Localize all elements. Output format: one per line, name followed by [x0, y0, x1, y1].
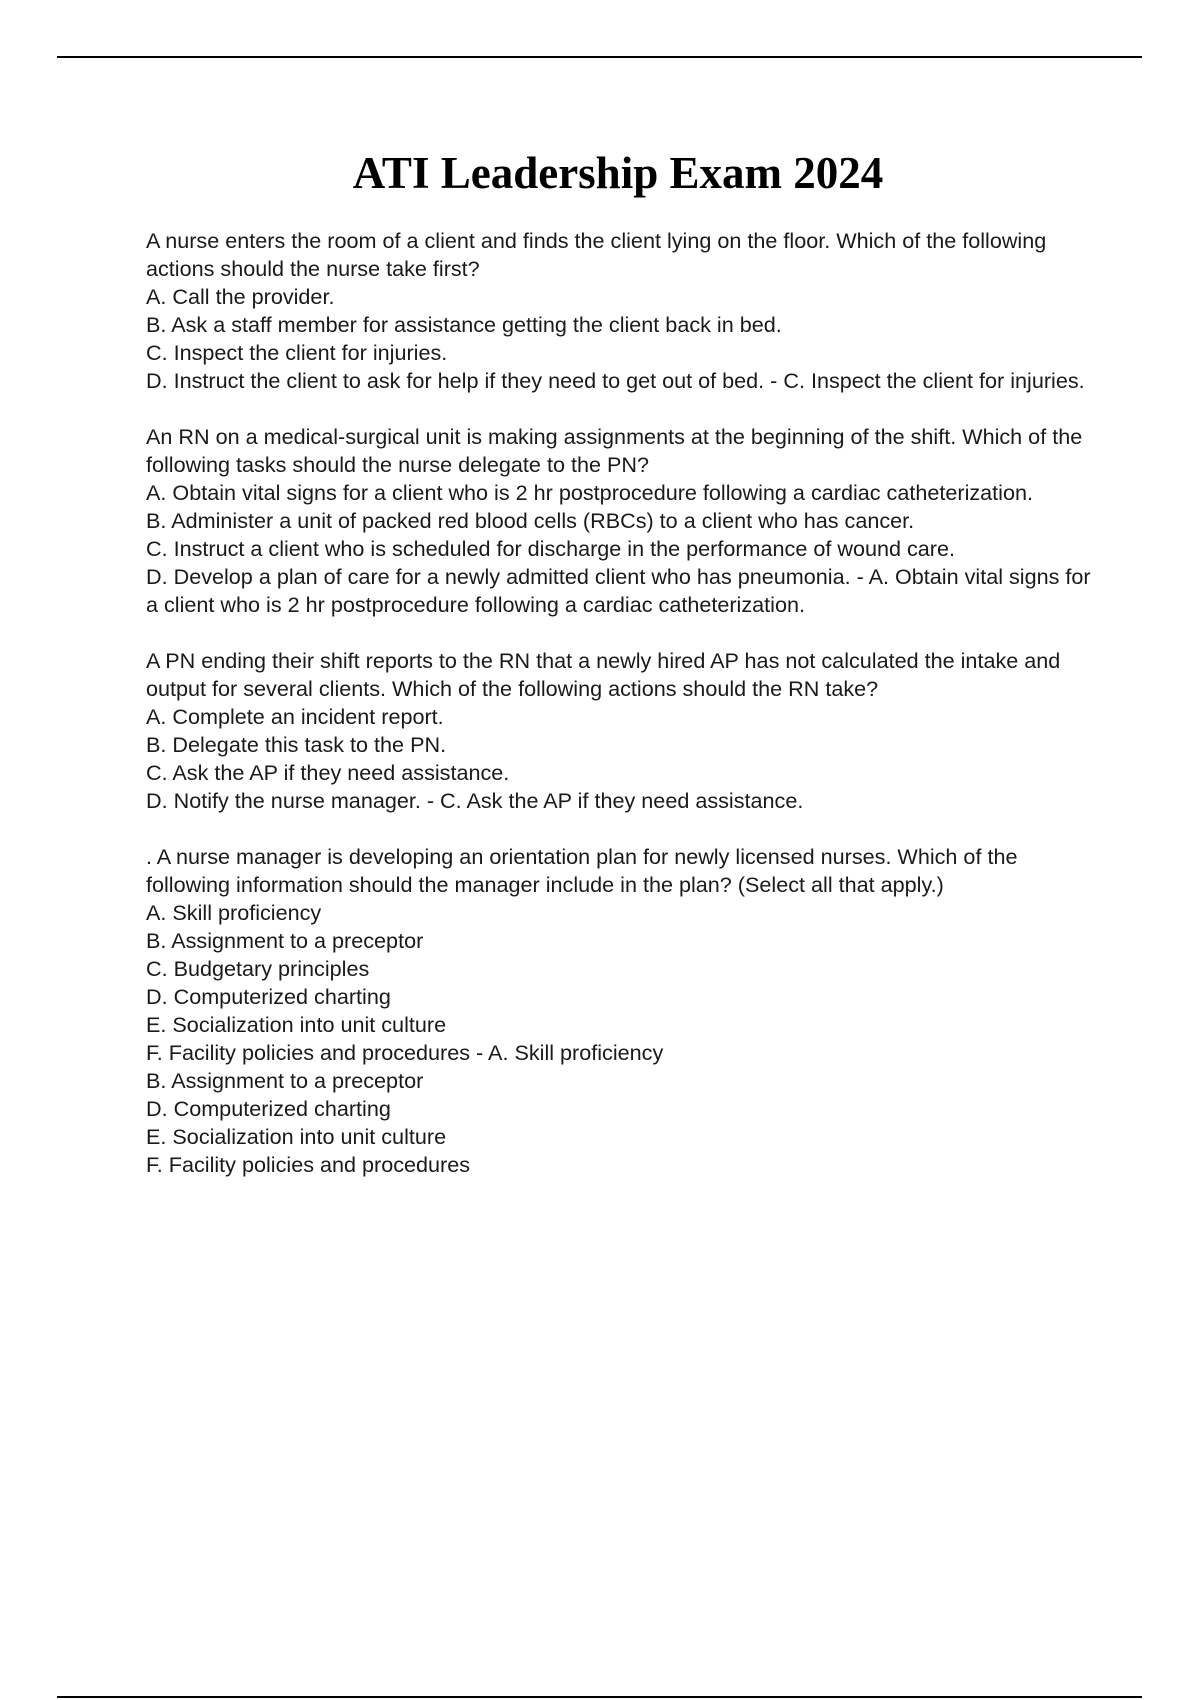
question-4: [146, 843, 1096, 1179]
option-line: A. Skill proficiency: [146, 900, 322, 925]
question-1: [146, 227, 1096, 395]
option-line: A. Obtain vital signs for a client who is 2 hr postprocedure following a cardiac catheterization.: [146, 480, 1033, 505]
option-line: C. Budgetary principles: [146, 956, 370, 981]
option-line: B. Ask a staff member for assistance getting the client back in bed.: [146, 312, 782, 337]
option-line: E. Socialization into unit culture: [146, 1012, 447, 1037]
options-list: [146, 479, 1096, 619]
options-list: [146, 703, 1096, 815]
question-3: [146, 647, 1096, 815]
question-text: A PN ending their shift reports to the RN that a newly hired AP has not calculated the intake and output for several clients. Which of the following actions should the RN take?: [146, 648, 1061, 701]
option-line: B. Delegate this task to the PN.: [146, 732, 447, 757]
answer-line: E. Socialization into unit culture: [146, 1124, 447, 1149]
option-line: D. Computerized charting: [146, 984, 391, 1009]
option-line: C. Ask the AP if they need assistance.: [146, 760, 510, 785]
answer-line: F. Facility policies and procedures: [146, 1152, 471, 1177]
question-text: An RN on a medical-surgical unit is making assignments at the beginning of the shift. Which of the following tasks should the nurse delegate to the PN?: [146, 424, 1083, 477]
option-line: A. Call the provider.: [146, 284, 335, 309]
answer-line: B. Assignment to a preceptor: [146, 1068, 424, 1093]
option-line-with-answer: D. Develop a plan of care for a newly admitted client who has pneumonia. - A. Obtain vital signs for a client who is 2 hr postprocedure following a cardiac catheterization.: [146, 564, 1091, 617]
question-2: [146, 423, 1096, 619]
option-line: C. Instruct a client who is scheduled for discharge in the performance of wound care.: [146, 536, 955, 561]
page-title: ATI Leadership Exam 2024: [352, 148, 884, 198]
option-line-with-answer: D. Instruct the client to ask for help if they need to get out of bed. - C. Inspect the client for injuries.: [146, 368, 1085, 393]
document-body: [146, 227, 1096, 1179]
option-line: B. Administer a unit of packed red blood cells (RBCs) to a client who has cancer.: [146, 508, 915, 533]
option-line-with-answer: D. Notify the nurse manager. - C. Ask the AP if they need assistance.: [146, 788, 804, 813]
question-text: A nurse enters the room of a client and finds the client lying on the floor. Which of the following actions should the nurse take first?: [146, 228, 1047, 281]
question-text: . A nurse manager is developing an orientation plan for newly licensed nurses. Which of the following information should the manager include in the plan? (Select all that apply.): [146, 844, 1018, 897]
answer-line: D. Computerized charting: [146, 1096, 391, 1121]
option-line-with-answer: F. Facility policies and procedures - A. Skill proficiency: [146, 1040, 664, 1065]
bottom-rule: [57, 1696, 1142, 1698]
option-line: C. Inspect the client for injuries.: [146, 340, 448, 365]
option-line: B. Assignment to a preceptor: [146, 928, 424, 953]
top-rule: [57, 56, 1142, 58]
options-list: [146, 899, 1096, 1179]
options-list: [146, 283, 1096, 395]
option-line: A. Complete an incident report.: [146, 704, 444, 729]
